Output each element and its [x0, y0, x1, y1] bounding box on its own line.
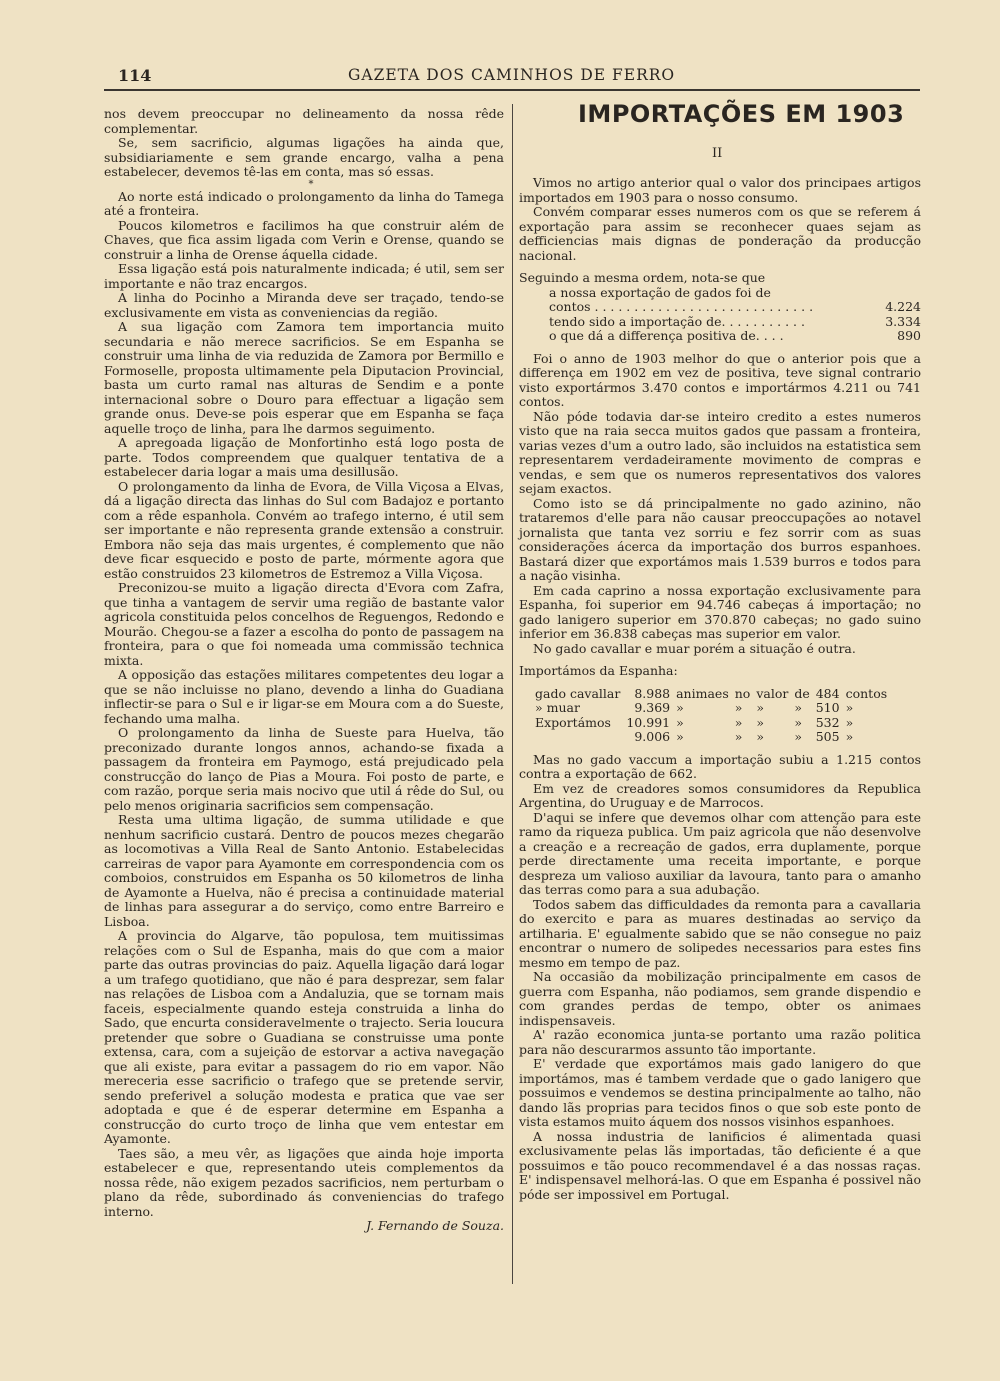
cell: gado cavallar — [535, 685, 621, 701]
table-row — [519, 329, 921, 344]
cell: » — [734, 714, 743, 730]
table-intro: a nossa exportação de gados foi de — [549, 284, 771, 300]
table-row — [535, 730, 893, 745]
cell: » — [676, 729, 684, 744]
paragraph: O prolongamento da linha de Sueste para Huelva, tão preconizado durante longos annos, achando-se fixada a passagem da fronteira em Paymogo, está prejudicado pela construcção do lanço de Pias a Moura. Foi posto de parte, e com razão, porque seria mais nocivo que util á rêde do Sul, ou pelo menos originaria sacrificios sem compensação. — [104, 725, 504, 813]
paragraph: Resta uma ultima ligação, de summa utilidade e que nenhum sacrificio custará. Dentro de poucos mezes chegarão as locomotivas a Villa Real de Santo Antonio. Estabelecidas carreiras de vapor para Ayamonte em correspondencia com os comboios, construidos em Espanha os 50 kilometros de linha de Ayamonte a Huelva, não é precisa a continuidade material de linhas para assegurar a do serviço, como entre Barreiro e Lisboa. — [104, 812, 504, 929]
row-label: contos . . . . . . . . . . . . . . . . . . . . . . . . . . . . — [549, 300, 814, 314]
paragraph: Em cada caprino a nossa exportação exclusivamente para Espanha, foi superior em 94.746 cabeças á importação; no gado lanigero superior em 370.870 cabeças; no gado suino inferior em 36.838 cabeças mas superior em valor. — [519, 582, 921, 641]
author-signature: J. Fernando de Souza. — [366, 1218, 504, 1233]
row-value: 3.334 — [885, 313, 921, 329]
right-column — [519, 176, 921, 1202]
paragraph: Foi o anno de 1903 melhor do que o anterior pois que a differença em 1902 em vez de positiva, teve signal contrario visto exportármos 3.470 contos e importármos 4.211 ou 741 contos. — [519, 350, 921, 409]
table-row — [535, 716, 893, 731]
paragraph: A linha do Pocinho a Miranda deve ser traçado, tendo-se exclusivamente em vista as conveniencias da região. — [104, 290, 504, 320]
cell — [535, 730, 626, 745]
cell: » — [845, 729, 854, 744]
paragraph: A' razão economica junta-se portanto uma razão politica para não descurarmos assunto tão importante. — [519, 1027, 921, 1057]
cell: 10.991 — [626, 714, 671, 730]
table-row — [519, 300, 921, 315]
paragraph: Mas no gado vaccum a importação subiu a 1.215 contos contra a exportação de 662. — [519, 751, 921, 781]
paragraph: A opposição das estações militares competentes deu logar a que se não incluisse no plano, devendo a linha do Guadiana inflectir-se para o Sul e ir ligar-se em Moura com a do Sueste, fechando uma malha. — [104, 667, 504, 726]
cell: » — [676, 700, 684, 715]
paragraph: Não póde todavia dar-se inteiro credito a estes numeros visto que na raia secca muitos gados que passam a fronteira, varias vezes d'um a outro lado, são incluidos na estatistica sem representarem verdadeiramente movimento de compras e vendas, e sem que os numeros representativos dos valores sejam exactos. — [519, 408, 921, 496]
paragraph: A sua ligação com Zamora tem importancia muito secundaria e não merece sacrificios. Se em Espanha se construir uma linha de via reduzida de Zamora por Bermillo e Formoselle, proposta ultimamente pela Diputacion Provincial, basta um curto ramal nas alturas de Sendim e a ponte internacional sobre o Douro para effectuar a ligação sem grande onus. Deve-se pois esperar que em Espanha se faça aquelle troço de linha, para lhe darmos seguimento. — [104, 319, 504, 436]
cell: » — [756, 729, 764, 744]
livestock-trade-table — [535, 687, 893, 745]
cell: 505 — [815, 729, 840, 744]
paragraph: Em vez de creadores somos consumidores da Republica Argentina, do Uruguay e de Marrocos. — [519, 780, 921, 810]
page-number: 114 — [118, 66, 152, 85]
left-column — [104, 107, 504, 1234]
article-title: IMPORTAÇÕES EM 1903 — [578, 100, 905, 128]
paragraph: Taes são, a meu vêr, as ligações que ainda hoje importa estabelecer e que, representando uteis complementos da nossa rêde, não exigem pezados sacrificios, nem perturbam o plano da rêde, subordinado ás conveniencias do trafego interno. — [104, 1145, 504, 1219]
cell: no — [734, 685, 751, 701]
page-header — [118, 66, 920, 88]
paragraph: Todos sabem das difficuldades da remonta para a cavallaria do exercito e para as muares destinadas ao serviço da artilharia. E' egualmente sabido que se não consegue no paiz encontrar o numero de solipedes necessarios para estes fins mesmo em tempo de paz. — [519, 896, 921, 970]
paragraph: A apregoada ligação de Monfortinho está logo posta de parte. Todos compreendem que qualquer tentativa de a estabelecer daria logar a mais uma desillusão. — [104, 435, 504, 479]
cell: » — [794, 729, 802, 744]
paragraph: Convém comparar esses numeros com os que se referem á exportação para assim se reconhecer quaes sejam as defficiencias mais dignas de ponderação da producção nacional. — [519, 204, 921, 263]
row-value: 4.224 — [885, 299, 921, 314]
cell: de — [794, 685, 810, 701]
paragraph: Na occasião da mobilização principalmente em casos de guerra com Espanha, não podiamos, sem grande dispendio e com grandes perdas de tempo, obter os animaes indispensaveis. — [519, 969, 921, 1028]
cell: » — [734, 729, 743, 744]
publication-title: GAZETA DOS CAMINHOS DE FERRO — [348, 66, 676, 84]
cell: 532 — [815, 714, 840, 730]
paragraph: E' verdade que exportámos mais gado lanigero do que importámos, mas é tambem verdade que o gado lanigero que possuimos e vendemos se destina principalmente ao talho, não dando lãs proprias para tecidos finos o que sob este ponto de vista estamos muito áquem dos nossos visinhos espanhoes. — [519, 1056, 921, 1129]
cell: 8.988 — [634, 685, 671, 701]
table-row — [519, 315, 921, 330]
paragraph: Poucos kilometros e facilimos ha que construir além de Chaves, que fica assim ligada com Verin e Orense, quando se construir a linha de Orense áquella cidade. — [104, 217, 504, 262]
paragraph: O prolongamento da linha de Evora, de Villa Viçosa a Elvas, dá a ligação directa das linhas do Sul com Badajoz e portanto com a rêde espanhola. Convém ao trafego interno, é util sem ser importante e não representa grande extensão a construir. Embora não seja das mais urgentes, é complemento que não deve ficar esquecido e posto de parte, mórmente agora que estão construidos 23 kilometros de Estremoz a Villa Viçosa. — [104, 478, 504, 581]
section-separator: * — [308, 178, 314, 190]
cell: valor — [756, 685, 789, 701]
paragraph: Importámos da Espanha: — [519, 663, 678, 678]
table-row — [535, 701, 893, 716]
paragraph: Vimos no artigo anterior qual o valor dos principaes artigos importados em 1903 para o nosso consumo. — [519, 175, 921, 205]
paragraph: Como isto se dá principalmente no gado azinino, não trataremos d'elle para não causar preoccupações ao notavel jornalista que tanta vez sorriu e fez sorrir com as suas considerações ácerca da importação dos burros espanhoes. Bastará dizer que exportámos mais 1.539 burros e todos para a nação visinha. — [519, 495, 921, 583]
row-value: 890 — [897, 328, 921, 343]
cell: » — [756, 700, 764, 715]
export-summary-table — [519, 271, 921, 344]
paragraph: Preconizou-se muito a ligação directa d'Evora com Zafra, que tinha a vantagem de servir uma região de bastante valor agricola constituida pelos concelhos de Reguengos, Redondo e Mourão. Chegou-se a fazer a escolha do ponto de passagem na fronteira, para o que foi nomeada uma commissão technica mixta. — [104, 580, 504, 668]
paragraph: A provincia do Algarve, tão populosa, tem muitissimas relações com o Sul de Espanha, mais do que com a maior parte das outras provincias do paiz. Aquella ligação dará logar a um trafego quotidiano, que não é para desprezar, sem falar nas relações de Lisboa com a Andaluzia, que se tornam mais faceis, especialmente quando esteja construida a linha do Sado, que encurta consideravelmente o trajecto. Seria loucura pretender que sobre o Guadiana se construisse uma ponte extensa, cara, com a sujeição de estorvar a activa navegação que ali existe, para evitar a passagem do rio em vapor. Não mereceria esse sacrificio o trafego que se pretende servir, sendo preferivel a solução modesta e pratica que vae ser adoptada e que é de esperar determine em Espanha a construcção do curto troço de linha que vem entestar em Ayamonte. — [104, 928, 504, 1146]
cell: Exportámos — [535, 714, 611, 730]
cell: » — [845, 700, 854, 715]
paragraph: No gado cavallar e muar porém a situação é outra. — [533, 640, 856, 656]
cell: » — [734, 700, 743, 715]
row-label: o que dá a differença positiva de. . . . — [549, 329, 784, 343]
paragraph: nos devem preoccupar no delineamento da nossa rêde complementar. — [104, 106, 504, 136]
paragraph: D'aqui se infere que devemos olhar com attenção para este ramo da riqueza publica. Um paiz agricola que não desenvolve a creação e a recreação de gados, erra duplamente, porque perde directamente uma receita importante, e porque despreza um valioso auxiliar da lavoura, tanto para o amanho das terras como para a sua adubação. — [519, 809, 921, 897]
paragraph: A nossa industria de lanificios é alimentada quasi exclusivamente pelas lãs importadas, tão deficiente é a que possuimos e tão pouco recommendavel é a das nossas raças. E' indispensavel melhorá-las. O que em Espanha é possivel não póde ser impossivel em Portugal. — [519, 1128, 921, 1202]
cell: » — [794, 714, 802, 730]
paragraph: Ao norte está indicado o prolongamento da linha do Tamega até a fronteira. — [104, 188, 504, 218]
header-rule — [104, 89, 920, 91]
cell: » muar — [535, 700, 580, 715]
cell: 9.006 — [634, 729, 671, 744]
cell: 510 — [815, 700, 840, 715]
table-row — [535, 687, 893, 702]
column-divider — [512, 104, 513, 1284]
cell: 9.369 — [634, 700, 671, 715]
cell: » — [845, 714, 854, 730]
article-part-number: II — [712, 146, 723, 161]
table-intro: Seguindo a mesma ordem, nota-se que — [519, 270, 766, 285]
cell: » — [756, 714, 764, 730]
cell: animaes — [676, 685, 729, 701]
cell: contos — [845, 685, 888, 701]
cell: » — [794, 700, 802, 715]
row-label: tendo sido a importação de. . . . . . . . . . . — [549, 314, 805, 329]
cell: » — [676, 714, 684, 730]
cell: 484 — [815, 685, 840, 701]
paragraph: Essa ligação está pois naturalmente indicada; é util, sem ser importante e não traz encargos. — [104, 261, 504, 291]
paragraph: Se, sem sacrificio, algumas ligações ha ainda que, subsidiariamente e sem grande encargo, valha a pena estabelecer, devemos tê-las em conta, mas só essas. — [104, 135, 504, 179]
